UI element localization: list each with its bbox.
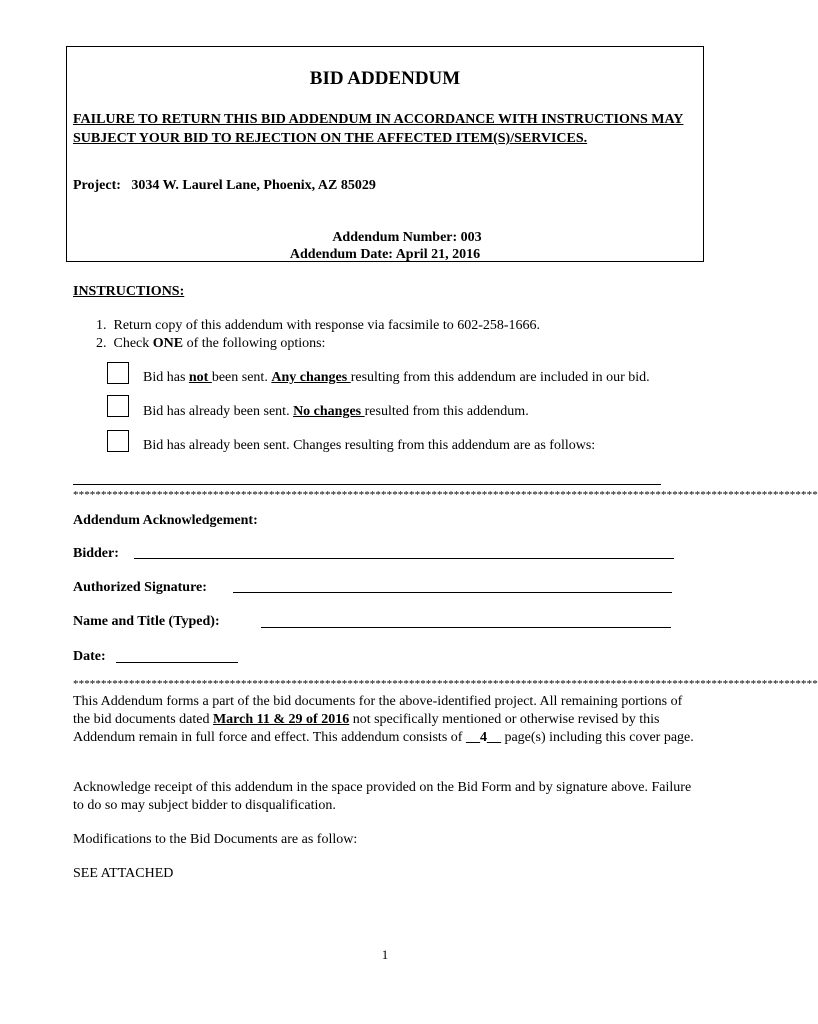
option-changes-follow-text: [143, 437, 703, 454]
project-line: Project: 3034 W. Laurel Lane, Phoenix, AZ 85029: [73, 178, 376, 193]
instruction-step-1: [96, 318, 540, 334]
step-number: 2.: [96, 336, 107, 351]
acknowledgement-heading: Addendum Acknowledgement:: [73, 513, 258, 528]
star-divider-bottom: *************************************************************************************************************************************: [73, 678, 818, 690]
bidder-label: Bidder:: [73, 546, 119, 561]
date-field[interactable]: [116, 662, 238, 663]
star-divider-top: *************************************************************************************************************************************: [73, 489, 818, 501]
option-text-underlined: No changes: [293, 404, 365, 419]
option-changes-follow-checkbox[interactable]: [107, 430, 129, 452]
option-text-underlined: not: [188, 370, 212, 385]
option-no-changes-text: [143, 403, 703, 420]
name-title-field[interactable]: [261, 627, 671, 628]
terms-text: not specifically mentioned or otherwise revised by this Addendum remain in full force and effect. This addendum consists of: [73, 712, 660, 745]
bid-documents-dates: March 11 & 29 of 2016: [212, 712, 350, 727]
rejection-warning: FAILURE TO RETURN THIS BID ADDENDUM IN ACCORDANCE WITH INSTRUCTIONS MAY SUBJECT YOUR BID TO REJECTION ON THE AFFECTED ITEM(S)/SERVICES.: [73, 112, 684, 146]
instructions-heading: INSTRUCTIONS:: [73, 284, 185, 299]
option-text-underlined: Any changes: [271, 370, 351, 385]
terms-text: page(s) including this cover page.: [500, 730, 694, 745]
terms-text: This Addendum forms a part of the bid documents for the above-identified project. All remaining portions of the bid documents dated: [73, 694, 683, 727]
step-text-bold: ONE: [152, 336, 184, 351]
addendum-terms-paragraph: [73, 693, 701, 747]
addendum-date: Addendum Date: April 21, 2016: [289, 247, 481, 262]
option-text: Bid has: [143, 370, 189, 385]
bidder-field[interactable]: [134, 558, 674, 559]
name-title-label: Name and Title (Typed):: [73, 614, 220, 629]
date-label: Date:: [73, 649, 106, 664]
page-count: __4__: [465, 730, 501, 745]
option-text: been sent.: [211, 370, 272, 385]
document-title: BID ADDENDUM: [309, 68, 461, 89]
step-number: 1.: [96, 318, 107, 333]
acknowledge-receipt-paragraph: Acknowledge receipt of this addendum in the space provided on the Bid Form and by signature above. Failure to do so may subject bidder to disqualification.: [73, 780, 692, 813]
modifications-paragraph: Modifications to the Bid Documents are as follow:: [73, 832, 358, 847]
option-not-sent-text: [143, 369, 703, 386]
option-text: Bid has already been sent. Changes resulting from this addendum are as follows:: [143, 438, 596, 453]
changes-response-line[interactable]: [73, 484, 661, 485]
option-text: resulting from this addendum are included in our bid.: [350, 370, 650, 385]
option-text: resulted from this addendum.: [364, 404, 529, 419]
option-text: Bid has already been sent.: [143, 404, 294, 419]
option-no-changes-checkbox[interactable]: [107, 395, 129, 417]
signature-field[interactable]: [233, 592, 672, 593]
instruction-step-2: [96, 336, 325, 352]
step-text: of the following options:: [183, 336, 326, 351]
addendum-number: Addendum Number: 003: [332, 230, 482, 245]
page-number: 1: [381, 947, 389, 962]
step-text: Check: [113, 336, 153, 351]
see-attached-text: SEE ATTACHED: [73, 866, 174, 881]
signature-label: Authorized Signature:: [73, 580, 207, 595]
step-text: Return copy of this addendum with response via facsimile to 602-258-1666.: [113, 318, 541, 333]
option-not-sent-checkbox[interactable]: [107, 362, 129, 384]
